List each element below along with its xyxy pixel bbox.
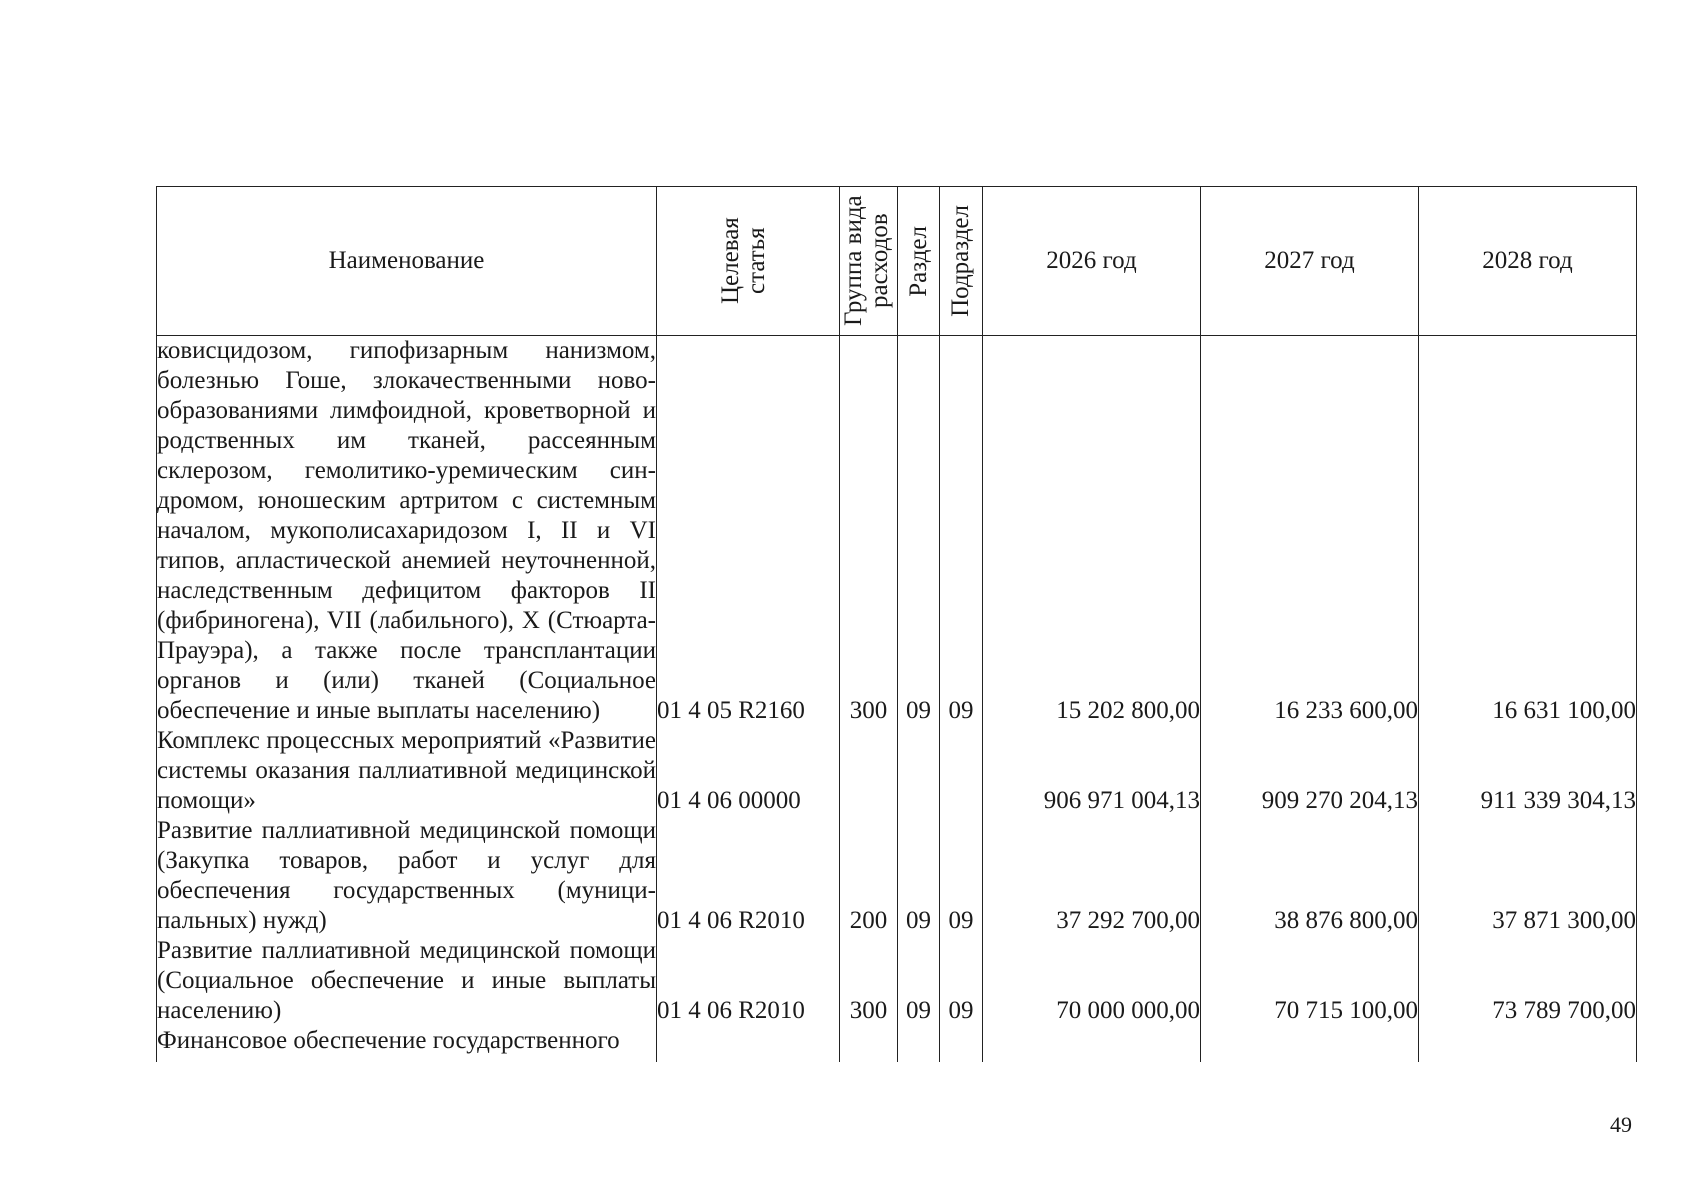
header-subsection — [940, 187, 983, 336]
row-2026: 70 000 000,00 — [983, 936, 1201, 1026]
header-2026-label: 2026 год — [1046, 247, 1137, 274]
row-subsection: 09 — [940, 816, 983, 936]
row-2027: 909 270 204,13 — [1201, 726, 1419, 816]
row-group — [840, 726, 898, 816]
row-2027: 38 876 800,00 — [1201, 816, 1419, 936]
row-name: ковисцидозом, гипофизарным нанизмом, болезнью Гоше, злокачественными новообразованиями лимфоидной, кроветворной и родственных им тканей, рассеянным склерозом, гемолитико-уремическим синдромом, юношеским артритом с системным началом, мукополисахаридозом I, II и VI типов, апластической анемией неуточненной, наследственным дефицитом факторов II (фибриногена), VII (лабильного), X (Стюарта-Прауэра), а также после трансплантации органов и (или) тканей (Социальное обеспечение и иные выплаты населению) — [157, 337, 656, 724]
row-name: Комплекс процессных мероприятий «Развитие системы оказания паллиативной медицинской помощи» — [157, 727, 656, 814]
row-group — [840, 1026, 898, 1062]
header-name-label: Наименование — [328, 247, 485, 274]
row-2026: 37 292 700,00 — [983, 816, 1201, 936]
header-2028-label: 2028 год — [1482, 247, 1573, 274]
row-target: 01 4 05 R2160 — [657, 336, 840, 727]
table-row — [157, 1026, 1637, 1062]
row-2028: 73 789 700,00 — [1419, 936, 1637, 1026]
header-2026 — [983, 187, 1201, 336]
row-target: 01 4 06 R2010 — [657, 936, 840, 1026]
row-2027 — [1201, 1026, 1419, 1062]
row-group: 200 — [840, 816, 898, 936]
row-section: 09 — [898, 936, 940, 1026]
row-2027: 16 233 600,00 — [1201, 336, 1419, 727]
row-section — [898, 726, 940, 816]
row-section: 09 — [898, 336, 940, 727]
row-2027: 70 715 100,00 — [1201, 936, 1419, 1026]
header-expense-group-label: Группа вида расходов — [839, 195, 893, 327]
row-subsection — [940, 1026, 983, 1062]
header-target-label: Целевая статья — [717, 217, 770, 305]
table-row — [157, 336, 1637, 727]
row-name: Развитие паллиативной медицинской помощи (Социальное обеспечение и иные выплаты населению) — [157, 937, 656, 1024]
header-row — [157, 187, 1637, 336]
header-2027 — [1201, 187, 1419, 336]
header-section — [898, 187, 940, 336]
header-section-label: Раздел — [904, 225, 932, 297]
row-target: 01 4 06 00000 — [657, 726, 840, 816]
row-2028: 16 631 100,00 — [1419, 336, 1637, 727]
page-number: 49 — [1610, 1112, 1632, 1137]
row-target: 01 4 06 R2010 — [657, 816, 840, 936]
header-target — [657, 187, 840, 336]
row-section — [898, 1026, 940, 1062]
header-subsection-label: Подраздел — [947, 205, 974, 317]
budget-table — [156, 186, 1637, 1062]
header-name — [157, 187, 657, 336]
row-subsection — [940, 726, 983, 816]
row-2028: 911 339 304,13 — [1419, 726, 1637, 816]
header-2028 — [1419, 187, 1637, 336]
row-section: 09 — [898, 816, 940, 936]
row-group: 300 — [840, 336, 898, 727]
row-group: 300 — [840, 936, 898, 1026]
row-target — [657, 1026, 840, 1062]
row-name: Развитие паллиативной медицинской помощи (Закупка товаров, работ и услуг для обеспечения государственных (муниципальных) нужд) — [157, 817, 656, 934]
row-name: Финансовое обеспечение государственного — [157, 1026, 657, 1062]
row-2028: 37 871 300,00 — [1419, 816, 1637, 936]
row-2026 — [983, 1026, 1201, 1062]
header-2027-label: 2027 год — [1264, 247, 1355, 274]
table-row — [157, 726, 1637, 816]
row-2026: 906 971 004,13 — [983, 726, 1201, 816]
row-2028 — [1419, 1026, 1637, 1062]
row-subsection: 09 — [940, 936, 983, 1026]
table-row — [157, 816, 1637, 936]
row-2026: 15 202 800,00 — [983, 336, 1201, 727]
header-expense-group — [840, 187, 898, 336]
table-row — [157, 936, 1637, 1026]
row-subsection: 09 — [940, 336, 983, 727]
